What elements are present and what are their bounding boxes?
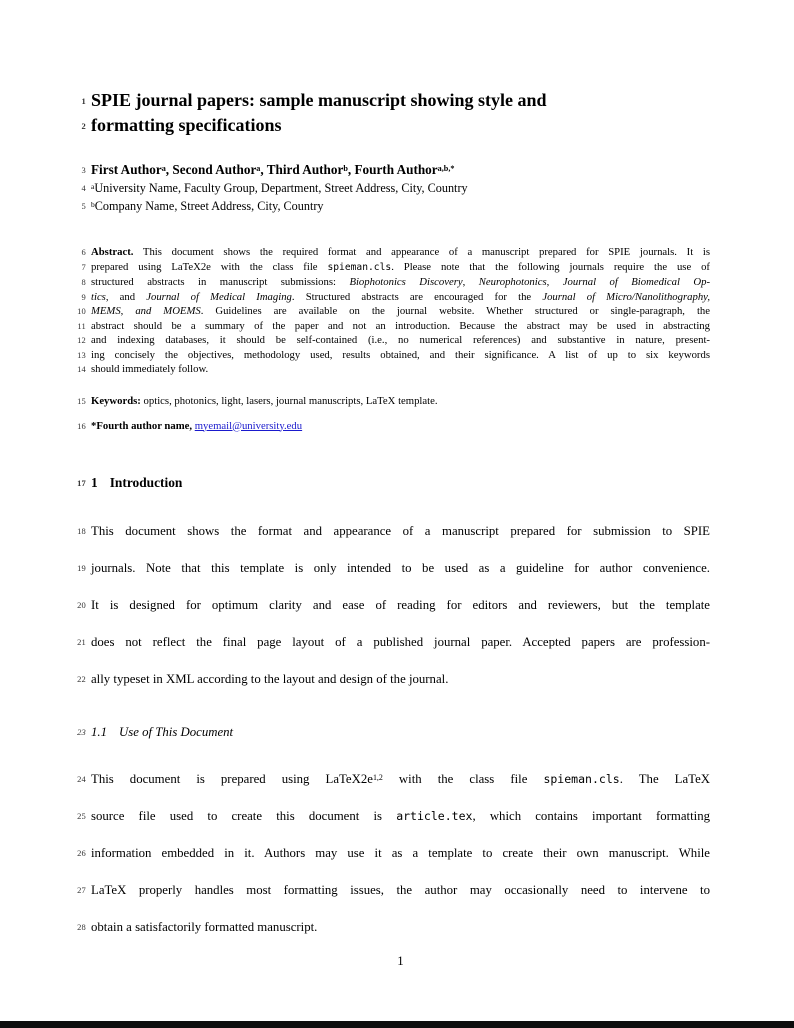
line-text: [91, 290, 710, 305]
text-run: LaTeX properly handles most formatting issues, the author may occasionally need to intervene to: [91, 882, 710, 897]
text-run: article.tex: [396, 808, 473, 823]
line-number: 26: [77, 847, 86, 858]
text-run: ing concisely the objectives, methodology used, results obtained, and their significance. A list of up to six keywords: [91, 348, 710, 361]
keywords: [77, 394, 710, 408]
paper-title: [81, 0, 710, 138]
line-text: [91, 260, 710, 276]
text-run: Abstract.: [91, 246, 134, 258]
text-run: spieman.cls: [543, 771, 620, 786]
text-run: . The LaTeX: [619, 771, 711, 786]
text-run: 1.1: [91, 724, 107, 739]
text-run: Journal of Biomedical Op-: [562, 276, 711, 288]
line-text: [91, 722, 710, 742]
doc-line: [77, 513, 710, 550]
line-number: 3: [81, 164, 86, 175]
line-text: [91, 587, 710, 624]
doc-line: [77, 835, 710, 872]
doc-line: [81, 113, 710, 138]
line-number: 20: [77, 599, 86, 610]
doc-line: [81, 88, 710, 113]
line-text: [91, 197, 710, 215]
email-link[interactable]: myemail@university.edu: [194, 419, 303, 432]
text-run: ally typeset in XML according to the layout and design of the journal.: [91, 671, 449, 686]
line-number: 19: [77, 562, 86, 573]
text-run: source file used to create this document is: [91, 808, 397, 823]
doc-line: [77, 661, 710, 698]
text-run: Introduction: [109, 474, 183, 490]
text-run: a,b,*: [437, 163, 455, 173]
text-run: 1,2: [372, 772, 383, 782]
line-text: [91, 624, 710, 661]
line-text: [91, 179, 710, 197]
text-run: structured abstracts in manuscript submissions:: [91, 276, 350, 288]
text-run: Company Name, Street Address, City, Country: [94, 199, 324, 213]
doc-line: [81, 275, 711, 290]
line-text: [91, 473, 710, 493]
text-run: This document is prepared using LaTeX2e: [91, 771, 373, 786]
doc-line: [77, 872, 710, 909]
line-text: [91, 798, 710, 835]
line-number: 11: [77, 320, 86, 331]
text-run: This document shows the required format and appearance of a manuscript prepared for SPIE journals. It is: [133, 246, 710, 258]
text-run: , and: [105, 290, 147, 303]
line-number: 5: [81, 200, 86, 211]
doc-line: [77, 394, 710, 408]
line-text: [91, 88, 710, 113]
doc-line: [77, 722, 710, 742]
doc-line: [77, 304, 711, 319]
text-run: This document shows the format and appearance of a manuscript prepared for submission to SPIE: [91, 523, 710, 538]
line-number: 18: [77, 525, 86, 536]
line-number: 13: [77, 349, 86, 360]
text-run: b: [343, 163, 348, 173]
text-run: and indexing databases, it should be self-contained (i.e., no numerical references) and substantive in nature, present-: [91, 334, 710, 346]
line-text: [91, 113, 710, 138]
text-run: Journal of Micro/Nanolithography,: [542, 290, 710, 303]
line-text: [91, 909, 710, 946]
text-run: First Author: [91, 162, 162, 177]
line-number: 27: [77, 884, 86, 895]
section-heading-introduction: [77, 473, 710, 493]
text-run: Use of This Document: [119, 724, 234, 739]
line-number: 25: [77, 810, 86, 821]
line-number: 15: [77, 395, 86, 406]
doc-line: [81, 179, 710, 197]
text-run: optics, photonics, light, lasers, journal manuscripts, LaTeX template.: [140, 394, 438, 407]
doc-line: [77, 587, 710, 624]
page-number: 1: [397, 954, 404, 968]
line-number: 10: [77, 306, 86, 316]
doc-line: [77, 550, 710, 587]
line-number: 4: [81, 182, 86, 193]
text-run: a: [161, 163, 166, 173]
line-text: [91, 419, 710, 433]
text-run: . Guidelines are available on the journal website. Whether structured or single-paragraph, the: [200, 305, 711, 317]
line-text: [91, 394, 710, 408]
text-run: It is designed for optimum clarity and ease of reading for editors and reviewers, but the template: [91, 597, 710, 612]
doc-line: [81, 245, 710, 260]
doc-line: [77, 362, 710, 377]
text-run: , which contains important formatting: [472, 808, 710, 823]
line-number: 16: [77, 420, 86, 431]
text-run: , Third Author: [260, 162, 344, 177]
text-run: journals. Note that this template is only intended to be used as a guideline for author convenience.: [91, 560, 710, 575]
line-text: [91, 550, 710, 587]
text-run: formatting specifications: [91, 115, 282, 135]
text-run: information embedded in it. Authors may use it as a template to create their own manuscript. While: [91, 845, 710, 860]
doc-line: [81, 290, 710, 305]
line-text: [91, 661, 710, 698]
doc-line: [77, 761, 711, 798]
doc-line: [77, 319, 710, 334]
text-run: with the class file: [382, 771, 544, 786]
text-run: , Second Author: [165, 162, 257, 177]
line-number: 22: [77, 673, 86, 684]
line-number: 24: [77, 773, 86, 784]
line-text: [91, 245, 710, 260]
doc-line: [77, 348, 710, 363]
doc-line: [81, 197, 710, 215]
doc-line: [81, 260, 710, 276]
paragraph-introduction: [77, 513, 710, 698]
text-run: Biophotonics Discovery: [349, 276, 463, 288]
text-run: a: [91, 182, 95, 192]
page-bottom-edge: [0, 1021, 794, 1028]
text-run: University Name, Faculty Group, Department, Street Address, City, Country: [94, 181, 468, 195]
line-text: [91, 161, 710, 179]
doc-line: [77, 909, 710, 946]
line-text: [91, 319, 710, 334]
text-run: 1: [91, 474, 98, 490]
text-run: Journal of Medical Imaging: [146, 290, 292, 303]
line-number: 7: [81, 262, 86, 272]
text-run: , Fourth Author: [347, 162, 438, 177]
abstract: [77, 245, 711, 377]
text-run: obtain a satisfactorily formatted manuscript.: [91, 919, 318, 934]
line-number: 12: [77, 335, 86, 345]
line-number: 23: [77, 726, 86, 737]
text-run: SPIE journal papers: sample manuscript showing style and: [91, 90, 547, 110]
line-text: [91, 304, 710, 319]
line-number: 21: [77, 636, 86, 647]
text-run: b: [91, 200, 95, 210]
text-run: Keywords:: [91, 394, 141, 407]
doc-line: [77, 473, 710, 493]
text-run: Neurophotonics: [478, 276, 547, 288]
text-run: should immediately follow.: [91, 363, 209, 375]
text-run: abstract should be a summary of the paper and not an introduction. Because the abstract may be used in abstracting: [91, 319, 710, 332]
line-number: 17: [77, 477, 86, 488]
text-run: does not reflect the final page layout of a published journal paper. Accepted papers are profession-: [91, 634, 710, 649]
line-text: [91, 333, 710, 348]
text-run: . Structured abstracts are encouraged for the: [291, 290, 543, 303]
doc-line: [77, 798, 710, 835]
text-run: spieman.cls: [327, 261, 392, 273]
line-number: 1: [81, 95, 86, 106]
subsection-heading-use-of-this-document: [77, 722, 710, 742]
text-run: ,: [546, 276, 563, 288]
text-run: . Please note that the following journals require the use of: [391, 260, 710, 273]
line-number: 6: [81, 247, 86, 257]
line-text: [91, 513, 710, 550]
line-number: 2: [81, 120, 86, 131]
line-text: [91, 348, 710, 363]
line-number: 14: [77, 364, 86, 374]
line-number: 28: [77, 921, 86, 932]
line-text: [91, 835, 710, 872]
author-footnote: [77, 419, 710, 433]
authors-and-affiliations: [81, 161, 710, 215]
paragraph-use-of-this-document: [77, 761, 711, 946]
line-text: [91, 761, 710, 798]
text-run: a: [256, 163, 261, 173]
text-run: MEMS, and MOEMS: [91, 305, 201, 317]
doc-line: [81, 161, 710, 179]
text-run: *Fourth author name,: [91, 419, 195, 432]
text-run: prepared using LaTeX2e with the class file: [91, 260, 328, 273]
doc-line: [77, 419, 710, 433]
text-run: ,: [462, 276, 479, 288]
text-run: tics: [91, 290, 106, 303]
line-text: [91, 362, 710, 377]
line-text: [91, 275, 710, 290]
document-content: [77, 0, 711, 946]
line-text: [91, 872, 710, 909]
doc-line: [77, 333, 710, 348]
line-number: 9: [81, 291, 86, 302]
doc-line: [77, 624, 710, 661]
line-number: 8: [81, 277, 86, 287]
